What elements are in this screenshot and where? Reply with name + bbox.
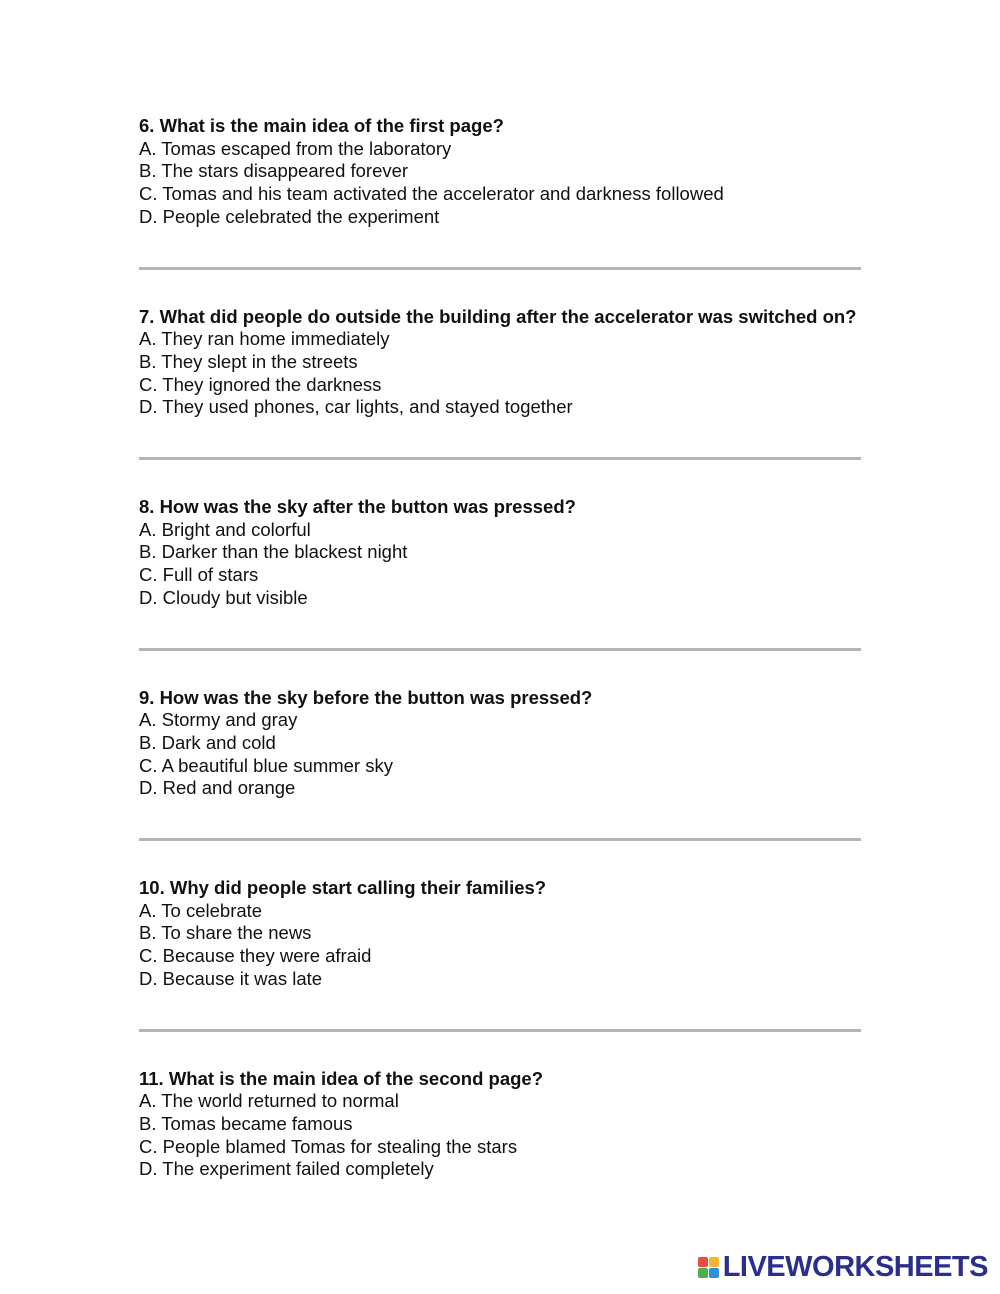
question-10 [139,877,861,991]
logo-mark-cell [698,1268,708,1278]
liveworksheets-logo [698,1253,988,1282]
answer-option[interactable]: B. To share the news [139,922,312,944]
section-divider [139,1029,861,1032]
answer-option[interactable]: C. A beautiful blue summer sky [139,754,393,776]
answer-option[interactable]: C. Tomas and his team activated the accelerator and darkness followed [139,183,724,205]
logo-mark-cell [698,1257,708,1267]
question-6 [139,115,861,229]
answer-option[interactable]: B. Tomas became famous [139,1112,353,1134]
liveworksheets-logo-icon [698,1257,719,1278]
answer-option[interactable]: D. Red and orange [139,777,296,799]
answer-option[interactable]: A. The world returned to normal [139,1090,399,1112]
answer-option[interactable]: D. Because it was late [139,967,323,989]
answer-options [139,138,861,229]
section-divider [139,648,861,651]
answer-option[interactable]: A. Tomas escaped from the laboratory [139,137,452,159]
question-text: 7. What did people do outside the building after the accelerator was switched on? [139,305,857,327]
question-8 [139,496,861,610]
answer-option[interactable]: A. They ran home immediately [139,328,390,350]
answer-option[interactable]: C. Full of stars [139,564,259,586]
question-text: 8. How was the sky after the button was pressed? [139,496,576,518]
answer-options [139,900,861,991]
answer-option[interactable]: A. Bright and colorful [139,518,311,540]
question-text: 6. What is the main idea of the first page? [139,115,504,136]
answer-option[interactable]: A. To celebrate [139,899,263,921]
question-text: 9. How was the sky before the button was pressed? [139,686,593,708]
worksheet [139,115,861,1181]
question-7 [139,306,861,420]
answer-options [139,328,861,419]
answer-option[interactable]: D. People celebrated the experiment [139,205,440,227]
logo-mark-cell [709,1268,719,1278]
answer-option[interactable]: C. Because they were afraid [139,945,372,967]
answer-options [139,519,861,610]
answer-option[interactable]: A. Stormy and gray [139,709,298,731]
section-divider [139,457,861,460]
answer-option[interactable]: B. They slept in the streets [139,350,358,372]
logo-mark-cell [709,1257,719,1267]
section-divider [139,838,861,841]
question-text: 10. Why did people start calling their families? [139,877,547,899]
answer-option[interactable]: C. They ignored the darkness [139,373,382,395]
answer-option[interactable]: D. They used phones, car lights, and stayed together [139,396,573,418]
logo-text: LIVEWORKSHEETS [722,1251,988,1283]
answer-options [139,709,861,800]
answer-options [139,1090,861,1181]
answer-option[interactable]: D. Cloudy but visible [139,586,308,608]
answer-option[interactable]: D. The experiment failed completely [139,1158,434,1180]
question-11 [139,1068,861,1182]
answer-option[interactable]: C. People blamed Tomas for stealing the stars [139,1135,518,1157]
answer-option[interactable]: B. Darker than the blackest night [139,541,408,563]
answer-option[interactable]: B. Dark and cold [139,731,276,753]
section-divider [139,267,861,270]
question-9 [139,687,861,801]
answer-option[interactable]: B. The stars disappeared forever [139,160,409,182]
question-text: 11. What is the main idea of the second page? [139,1067,544,1089]
